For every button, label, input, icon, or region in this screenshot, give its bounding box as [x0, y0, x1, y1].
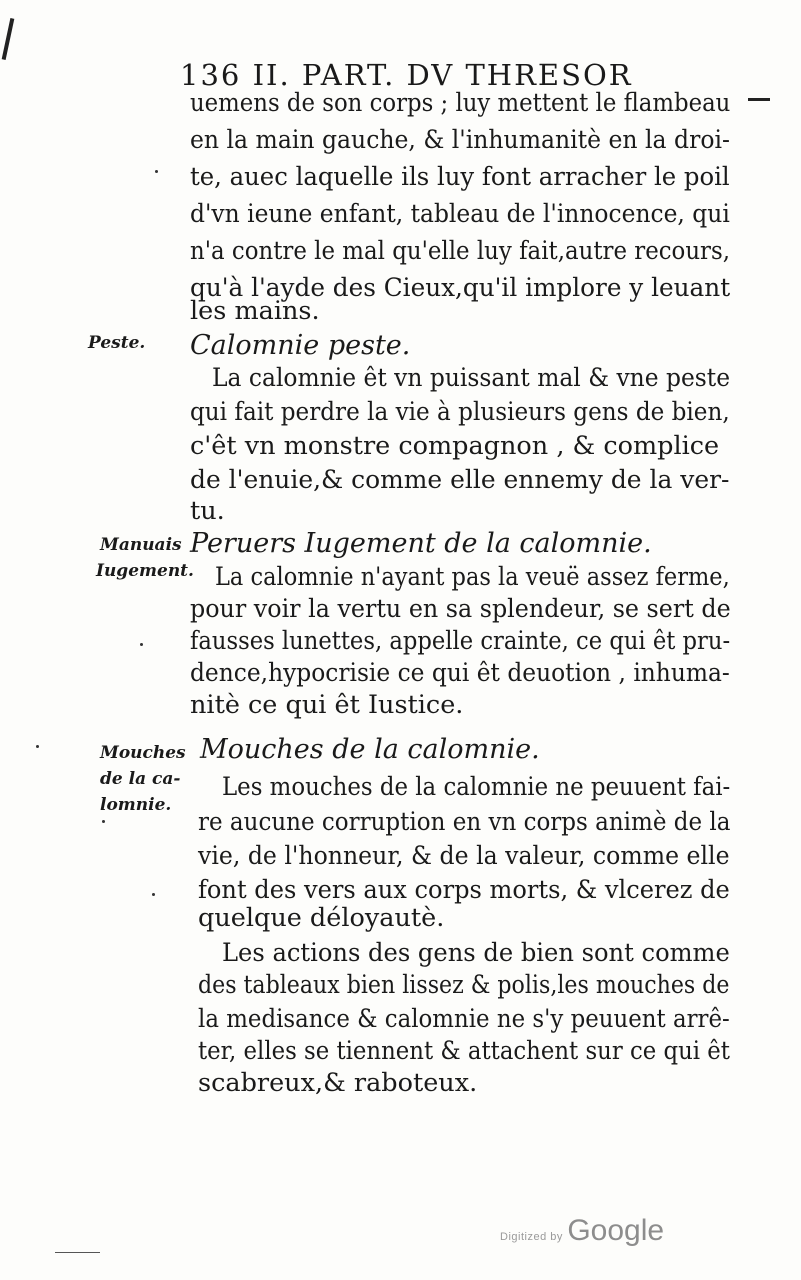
- text-line: les mains.: [190, 296, 320, 326]
- text-line: en la main gauche, & l'inhumanitè en la droi-: [190, 125, 730, 155]
- text-line: font des vers aux corps morts, & vlcerez de: [198, 875, 730, 905]
- google-logo: Google: [567, 1214, 665, 1247]
- google-watermark: [500, 1214, 664, 1248]
- text-line: d'vn ieune enfant, tableau de l'innocence, qui: [190, 199, 730, 229]
- section-heading: Mouches de la calomnie.: [200, 734, 540, 765]
- margin-note-manuais: Manuais: [100, 535, 182, 555]
- text-line: uemens de son corps ; luy mettent le flambeau: [190, 88, 731, 118]
- speck: [152, 893, 155, 896]
- text-line: vie, de l'honneur, & de la valeur, comme elle: [198, 841, 730, 871]
- text-line: quelque déloyautè.: [198, 903, 445, 933]
- text-line: Les mouches de la calomnie ne peuuent fai-: [222, 772, 731, 802]
- text-line: fausses lunettes, appelle crainte, ce qui êt pru-: [190, 626, 731, 656]
- margin-note-iugement: Iugement.: [96, 561, 194, 581]
- speck: [36, 745, 39, 748]
- text-line: tu.: [190, 496, 225, 526]
- text-line: de l'enuie,& comme elle ennemy de la ver-: [190, 465, 730, 495]
- watermark-prefix: Digitized by: [500, 1231, 563, 1243]
- text-line: te, auec laquelle ils luy font arracher le poil: [190, 162, 730, 192]
- text-line: nitè ce qui êt Iustice.: [190, 690, 464, 720]
- right-edge-dash: [748, 98, 770, 101]
- section-heading: Peruers Iugement de la calomnie.: [190, 528, 652, 559]
- speck: [102, 820, 105, 823]
- text-line: re aucune corruption en vn corps animè de la: [198, 807, 731, 837]
- speck: [140, 643, 143, 646]
- margin-note-de-la-ca: de la ca-: [100, 769, 181, 789]
- text-line: qui fait perdre la vie à plusieurs gens de bien,: [190, 397, 730, 427]
- corner-stroke: [2, 18, 15, 60]
- section-heading: Calomnie peste.: [190, 330, 411, 361]
- text-line: n'a contre le mal qu'elle luy fait,autre recours,: [190, 236, 731, 266]
- text-line: La calomnie n'ayant pas la veuë assez ferme,: [215, 562, 730, 592]
- bottom-left-rule: [55, 1252, 100, 1253]
- text-line: des tableaux bien lissez & polis,les mouches de: [198, 970, 730, 1000]
- running-header: 136 II. PART. DV THRESOR: [180, 58, 633, 92]
- text-line: la medisance & calomnie ne s'y peuuent arrê-: [198, 1004, 730, 1034]
- text-line: pour voir la vertu en sa splendeur, se sert de: [190, 594, 731, 624]
- margin-note-mouches: Mouches: [100, 743, 186, 763]
- margin-note-lomnie: lomnie.: [100, 795, 172, 815]
- text-line: scabreux,& raboteux.: [198, 1068, 478, 1098]
- text-line: c'êt vn monstre compagnon , & complice: [190, 431, 720, 461]
- text-line: Les actions des gens de bien sont comme: [222, 938, 730, 968]
- text-line: La calomnie êt vn puissant mal & vne peste: [212, 363, 731, 393]
- speck: [155, 170, 158, 173]
- text-line: qu'à l'ayde des Cieux,qu'il implore y leuant: [190, 273, 731, 303]
- text-line: dence,hypocrisie ce qui êt deuotion , inhuma-: [190, 658, 730, 688]
- text-line: ter, elles se tiennent & attachent sur ce qui êt: [198, 1036, 730, 1066]
- margin-note-peste: Peste.: [88, 333, 146, 353]
